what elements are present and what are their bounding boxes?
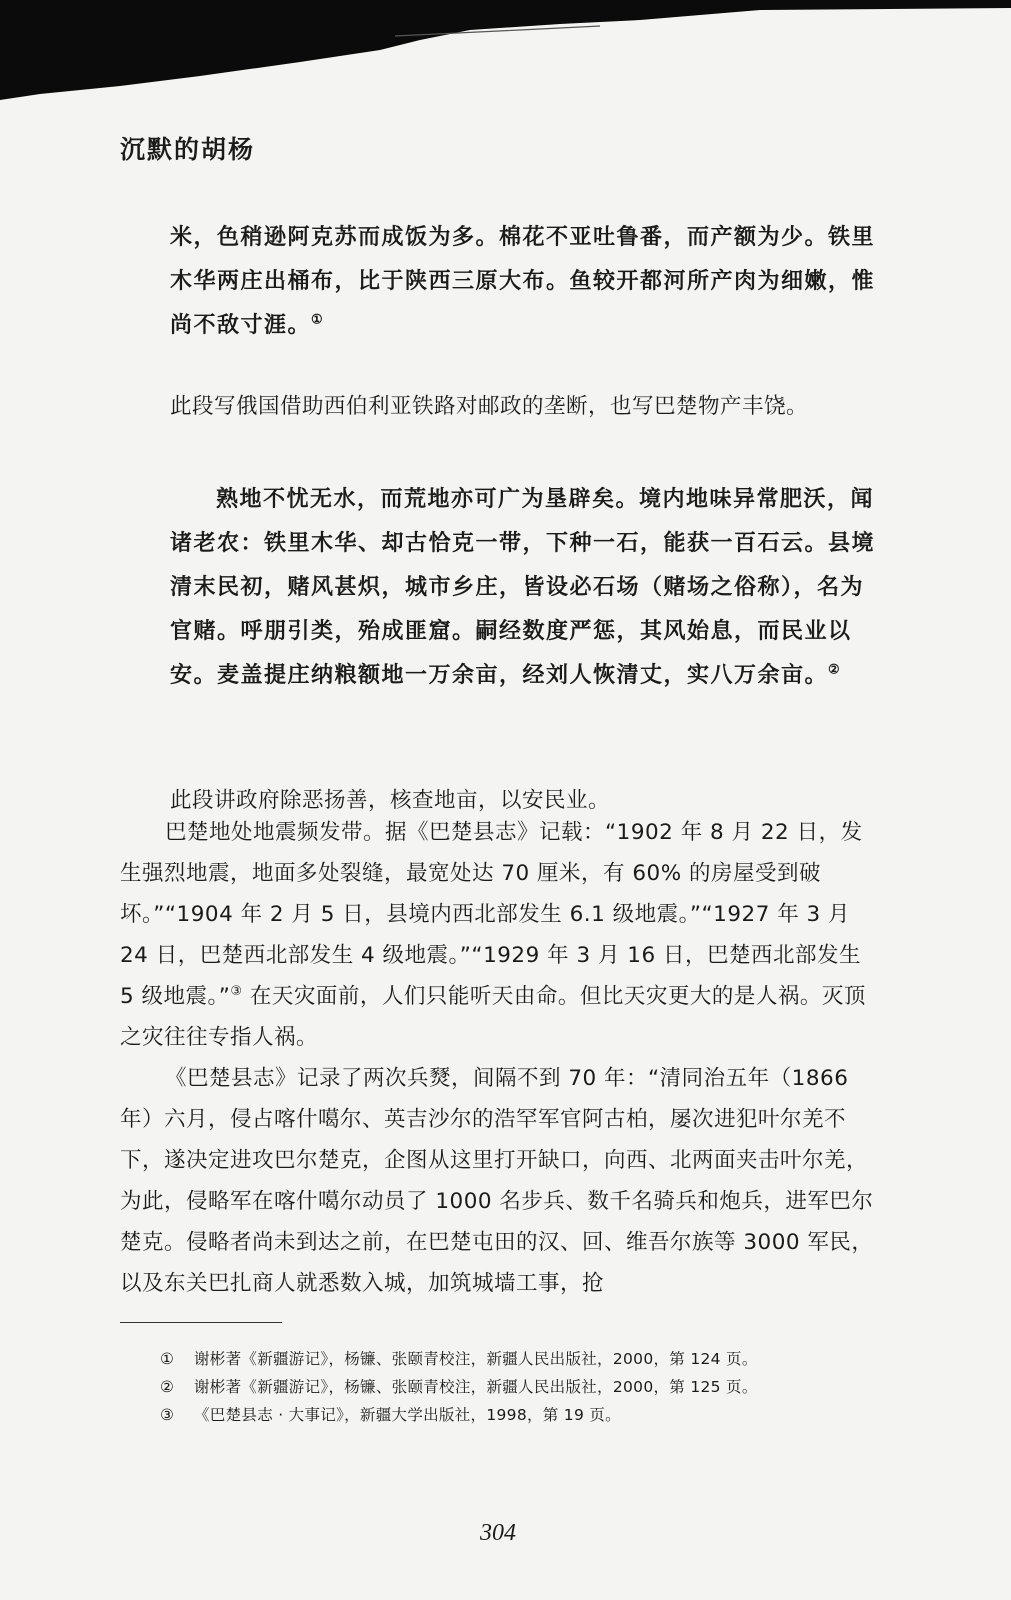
footnote-3 [160, 1401, 880, 1429]
quote-2-text: 熟地不忧无水，而荒地亦可广为垦辟矣。境内地味异常肥沃，闻诸老农：铁里木华、却古恰克一带，下种一石，能获一百石云。县境清末民初，赌风甚炽，城市乡庄，皆设必石场（赌场之俗称），名为官赌。呼朋引类，殆成匪窟。嗣经数度严惩，其风始息，而民业以安。麦盖提庄纳粮额地一万余亩，经刘人恢清丈，实八万余亩。 [170, 486, 876, 688]
commentary-paragraph-2: 此段讲政府除恶扬善，核查地亩，以安民业。 [170, 788, 611, 813]
running-title: 沉默的胡杨 [120, 135, 256, 164]
paragraph-wars: 《巴楚县志》记录了两次兵燹，间隔不到 70 年：“清同治五年（1866 年）六月，侵占喀什噶尔、英吉沙尔的浩罕军官阿古柏，屡次进犯叶尔羌不下，遂决定进攻巴尔楚克，企图从这里打开缺口，向西、北两面夹击叶尔羌，为此，侵略军在喀什噶尔动员了 1000 名步兵、数千名骑兵和炮兵，进军巴尔楚克。侵略者尚未到达之前，在巴楚屯田的汉、回、维吾尔族等 3000 军民，以及东关巴扎商人就悉数入城，加筑城墙工事，抢 [120, 1066, 874, 1296]
footnote-divider [120, 1322, 282, 1323]
footnote-3-mark: ③ [160, 1406, 175, 1424]
footnote-ref-1[interactable]: ① [311, 312, 325, 328]
footnote-2-text: 谢彬著《新疆游记》，杨镰、张颐青校注，新疆人民出版社，2000，第 125 页。 [194, 1378, 758, 1396]
paragraph-earthquakes-text: 巴楚地处地震频发带。据《巴楚县志》记载：“1902 年 8 月 22 日，发生强烈地震，地面多处裂缝，最宽处达 70 厘米，有 60% 的房屋受到破坏。”“1904 年 2 月 5 日，县境内西北部发生 6.1 级地震。”“1927 年 3 月 24 日，巴楚西北部发生 4 级地震。”“1929 年 3 月 16 日，巴楚西北部发生 5 级地震。” [120, 820, 863, 1009]
quote-1-text: 米，色稍逊阿克苏而成饭为多。棉花不亚吐鲁番，而产额为少。铁里木华两庄出桶布，比于陕西三原大布。鱼较开都河所产肉为细嫩，惟尚不敌寸涯。 [170, 224, 876, 338]
footnote-1 [160, 1345, 880, 1373]
scan-edge-shadow [0, 0, 1011, 110]
footnote-ref-2[interactable]: ② [828, 662, 842, 678]
paragraph-earthquakes [120, 812, 880, 1058]
footnote-1-mark: ① [160, 1350, 175, 1368]
footnotes [160, 1345, 880, 1429]
quote-block-2 [170, 477, 875, 697]
paragraph-earthquakes-text-cont: 在天灾面前，人们只能听天由命。但比天灾更大的是人祸。灭顶之灾往往专指人祸。 [120, 984, 866, 1050]
commentary-paragraph-1: 此段写俄国借助西伯利亚铁路对邮政的垄断，也写巴楚物产丰饶。 [170, 394, 809, 419]
main-text [120, 812, 880, 1304]
footnote-2 [160, 1373, 880, 1401]
footnote-3-text: 《巴楚县志 · 大事记》，新疆大学出版社，1998，第 19 页。 [194, 1406, 621, 1424]
footnote-ref-3[interactable]: ③ [230, 983, 243, 999]
page-number: 304 [480, 1520, 516, 1546]
footnote-2-mark: ② [160, 1378, 175, 1396]
quote-block-1 [170, 215, 875, 347]
footnote-1-text: 谢彬著《新疆游记》，杨镰、张颐青校注，新疆人民出版社，2000，第 124 页。 [194, 1350, 758, 1368]
